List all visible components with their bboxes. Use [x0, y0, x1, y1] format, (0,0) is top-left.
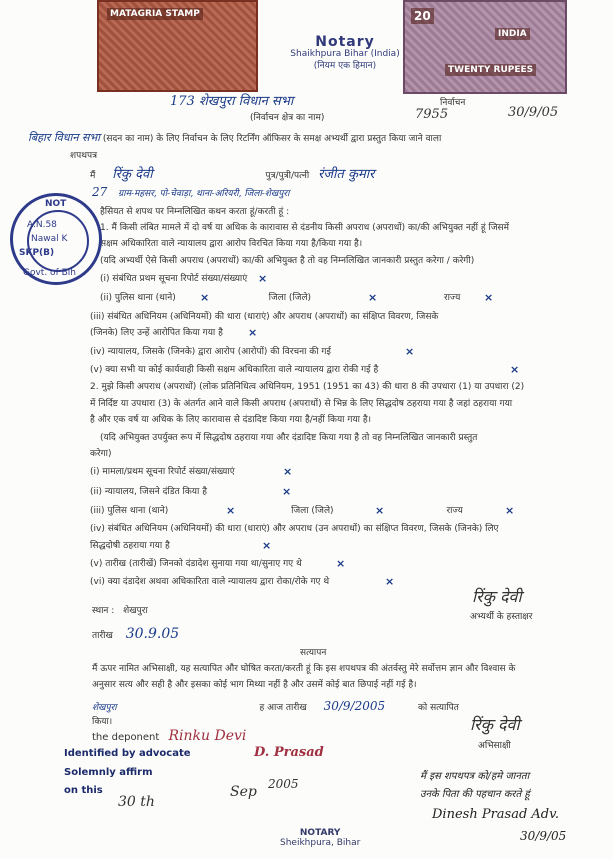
- constituency-handwritten: 173 शेखपुरा विधान सभा: [170, 94, 294, 109]
- para2-line-c: है और एक वर्ष या अधिक के लिए कारावास से दंडादिष्ट किया गया है/नहीं किया गया है।: [90, 415, 372, 425]
- verification-deponent-signature: रिंकु देवी: [470, 715, 520, 734]
- serial-label: निर्वाचन: [440, 98, 466, 108]
- ident-advocate-name: D. Prasad: [254, 745, 324, 760]
- main-prefix: मैं: [90, 171, 96, 181]
- cross-mark-13: ×: [262, 539, 272, 552]
- notary-subtitle: (नियम एक हिमान): [313, 61, 377, 71]
- verification-line-4: किया।: [92, 717, 113, 727]
- footer-stamp-location: Sheikhpura, Bihar: [280, 838, 361, 848]
- house-name: बिहार विधान सभा: [28, 131, 101, 144]
- verification-line-2: अनुसार सत्य और सही है और इसका कोई भाग मिथ्या नहीं है और उसमें कोई बात छिपाई नहीं गई है।: [92, 680, 417, 690]
- affidavit-label: शपथपत्र: [70, 151, 98, 161]
- para2-item-vi: (vi) क्या दंडादेश अथवा अधिकारिता वाले न्यायालय द्वारा रोका/रोके गए थे: [90, 577, 330, 587]
- para2-item-iii-district: जिला (जिले): [291, 506, 334, 516]
- constituency-caption: (निर्वाचन क्षेत्र का नाम): [250, 113, 325, 123]
- cross-mark-3: ×: [368, 291, 378, 304]
- right-stamp-value: 20: [411, 8, 434, 24]
- candidate-name: रिंकु देवी: [112, 167, 153, 182]
- cross-mark-5: ×: [248, 326, 258, 339]
- notary-title: Notary: [315, 34, 375, 50]
- para1-line-b: सक्षम अधिकारिता वाले न्यायालय द्वारा आरोप विरचित किया गया है/किया गया है।: [100, 239, 363, 249]
- seal-line-3: Nawal K: [31, 234, 68, 244]
- left-revenue-stamp: [97, 0, 258, 92]
- place-label: स्थान :: [92, 606, 115, 616]
- cross-mark-9: ×: [282, 485, 292, 498]
- verification-line-1: मैं ऊपर नामित अभिसाक्षी, यह सत्यापित और घोषित करता/करती हूं कि इस शपथपत्र की अंतर्वस्तु मेरे सर्वोत्तम ज्ञान और विश्वास के: [92, 664, 516, 674]
- right-stamp-label: INDIA: [495, 28, 530, 40]
- cross-mark-14: ×: [336, 557, 346, 570]
- footer-stamp-title: NOTARY: [299, 828, 341, 838]
- para1-item-v: (v) क्या सभी या कोई कार्यवाही किसी सक्षम अधिकारिता वाले न्यायालय द्वारा रोकी गई है: [90, 365, 379, 375]
- cross-mark-10: ×: [226, 504, 236, 517]
- cross-mark-11: ×: [375, 504, 385, 517]
- ident-month: Sep: [230, 784, 257, 800]
- verification-suffix: को सत्यापित: [417, 703, 459, 713]
- relation-label: पुत्र/पुत्री/पत्नी: [265, 171, 310, 181]
- notary-stamp-top: [270, 36, 420, 72]
- para2-line-a: 2. मुझे किसी अपराध (अपराधों) (लोक प्रतिनिधित्व अधिनियम, 1951 (1951 का 43) की धारा 8 की उपधारा (1) या उपधारा (2): [90, 382, 525, 392]
- oath-line: हैसियत से शपथ पर निम्नलिखित कथन करता हूं/करती हूं :: [100, 207, 290, 217]
- verification-deponent-caption: अभिसाक्षी: [478, 741, 511, 751]
- candidate-address: ग्राम-महसर, पो-चेवाड़ा, थाना-अरियरी, जिला-शेखपुरा: [118, 189, 290, 199]
- para2-item-iv: (iv) संबंधित अधिनियम (अधिनियमों) की धारा (धाराएं) और अपराध (उन अपराधों) का संक्षिप्त विवरण, जिसके (जिनके) लिए: [90, 524, 499, 534]
- ident-day: 30 th: [118, 794, 155, 810]
- seal-line-2: A.N.58: [27, 220, 57, 230]
- candidate-age: 27: [92, 185, 108, 199]
- para1-line-c: (यदि अभ्यर्थी ऐसे किसी अपराध (अपराधों) का/की अभियुक्त है तो वह निम्नलिखित जानकारी प्रस्तुत करेगा / करेगी): [100, 256, 475, 266]
- notary-location: Shaikhpura Bihar (India): [290, 49, 400, 59]
- cross-mark-1: ×: [258, 272, 268, 285]
- serial-date: 30/9/05: [508, 105, 559, 120]
- deponent-signature: रिंकु देवी: [472, 587, 522, 606]
- advocate-note-2: उनके पिता की पहचान करते हूं: [420, 789, 530, 800]
- cross-mark-12: ×: [505, 504, 515, 517]
- cross-mark-15: ×: [385, 575, 395, 588]
- para1-item-iii-b: (जिनके) लिए उन्हें आरोपित किया गया है: [90, 328, 223, 338]
- notary-round-seal: [10, 193, 102, 285]
- ident-deponent-label: the deponent: [92, 732, 160, 743]
- relation-name: रंजीत कुमार: [318, 167, 375, 182]
- para2-line-b: में निर्दिष्ट या उपधारा (3) के अंतर्गत आने वाले किसी अपराध (अपराधों) से भिन्न के लिए सिद्धदोष ठहराया गया है जहां ठहराया गया: [90, 399, 513, 409]
- ident-advocate-label: Identified by advocate: [64, 748, 191, 759]
- para2-item-ii: (ii) न्यायालय, जिसने दंडित किया है: [90, 487, 207, 497]
- para2-line-d: (यदि अभियुक्त उपर्युक्त रूप में सिद्धदोष ठहराया गया और दंडादिष्ट किया गया है तो वह निम्नलिखित जानकारी प्रस्तुत: [100, 433, 478, 443]
- cross-mark-2: ×: [200, 291, 210, 304]
- verification-date: 30/9/2005: [323, 699, 386, 713]
- para2-item-iii: (iii) पुलिस थाना (थाने): [90, 506, 169, 516]
- deponent-caption: अभ्यर्थी के हस्ताक्षर: [470, 612, 533, 622]
- footer-notary-stamp: [280, 828, 360, 848]
- para2-item-iii-state: राज्य: [446, 506, 463, 516]
- ident-deponent-name: Rinku Devi: [168, 728, 247, 744]
- cross-mark-8: ×: [283, 465, 293, 478]
- seal-line-4: SKP(B): [19, 248, 55, 258]
- seal-line-1: NOT: [45, 199, 67, 209]
- para1-item-i: (i) संबंधित प्रथम सूचना रिपोर्ट संख्या/संख्याएं: [100, 274, 248, 284]
- verification-title: सत्यापन: [300, 648, 327, 658]
- ident-on-this-label: on this: [64, 785, 103, 796]
- para2-item-i: (i) मामला/प्रथम सूचना रिपोर्ट संख्या/संख्याएं: [90, 467, 235, 477]
- advocate-date: 30/9/05: [520, 829, 567, 843]
- cross-mark-7: ×: [510, 363, 520, 376]
- serial-number: 7955: [415, 107, 449, 122]
- date-label: तारीख: [92, 631, 113, 641]
- verification-place: शेखपुरा: [92, 703, 117, 713]
- ident-year: 2005: [268, 777, 299, 791]
- advocate-signature: Dinesh Prasad Adv.: [432, 807, 560, 822]
- para1-item-iv: (iv) न्यायालय, जिसके (जिनके) द्वारा आरोप (आरोपों) की विरचना की गई: [90, 347, 331, 357]
- cross-mark-6: ×: [405, 345, 415, 358]
- para2-item-iv-b: सिद्धदोषी ठहराया गया है: [90, 541, 170, 551]
- advocate-note-1: मैं इस शपथपत्र को/हमे जानता: [420, 771, 530, 782]
- cross-mark-4: ×: [484, 291, 494, 304]
- place-value: शेखपुरा: [123, 606, 148, 616]
- date-value: 30.9.05: [125, 626, 180, 642]
- para2-item-v: (v) तारीख (तारीखें) जिनको दंडादेश सुनाया गया था/सुनाए गए थे: [90, 559, 302, 569]
- verification-mid: ह आज तारीख: [259, 703, 307, 713]
- para1-item-iii: (iii) संबंधित अधिनियम (अधिनियमों) की धारा (धाराएं) और अपराध (अपराधों) का संक्षिप्त विवरण, जिसके: [90, 312, 439, 322]
- left-stamp-label: MATAGRIA STAMP: [107, 8, 203, 20]
- seal-line-5: Govt. of Bih: [23, 268, 76, 278]
- para1-item-ii-state: राज्य: [443, 293, 461, 303]
- para1-item-ii-district: जिला (जिले): [268, 293, 312, 303]
- house-rest: (सदन का नाम) के लिए निर्वाचन के लिए रिटर्निंग ऑफिसर के समक्ष अभ्यर्थी द्वारा प्रस्तुत किया जाने वाला: [102, 134, 442, 144]
- right-revenue-stamp: [403, 0, 567, 94]
- right-stamp-bottom: TWENTY RUPEES: [445, 64, 536, 76]
- para1-line-a: 1. मैं किसी लंबित मामले में दो वर्ष या अधिक के कारावास से दंडनीय किसी अपराध (अपराधों) का/की अभियुक्त नहीं हूं जिसमें: [100, 223, 509, 233]
- para1-item-ii: (ii) पुलिस थाना (थाने): [100, 293, 176, 303]
- para2-line-e: करेगा): [90, 449, 112, 459]
- ident-solemn-label: Solemnly affirm: [64, 767, 153, 778]
